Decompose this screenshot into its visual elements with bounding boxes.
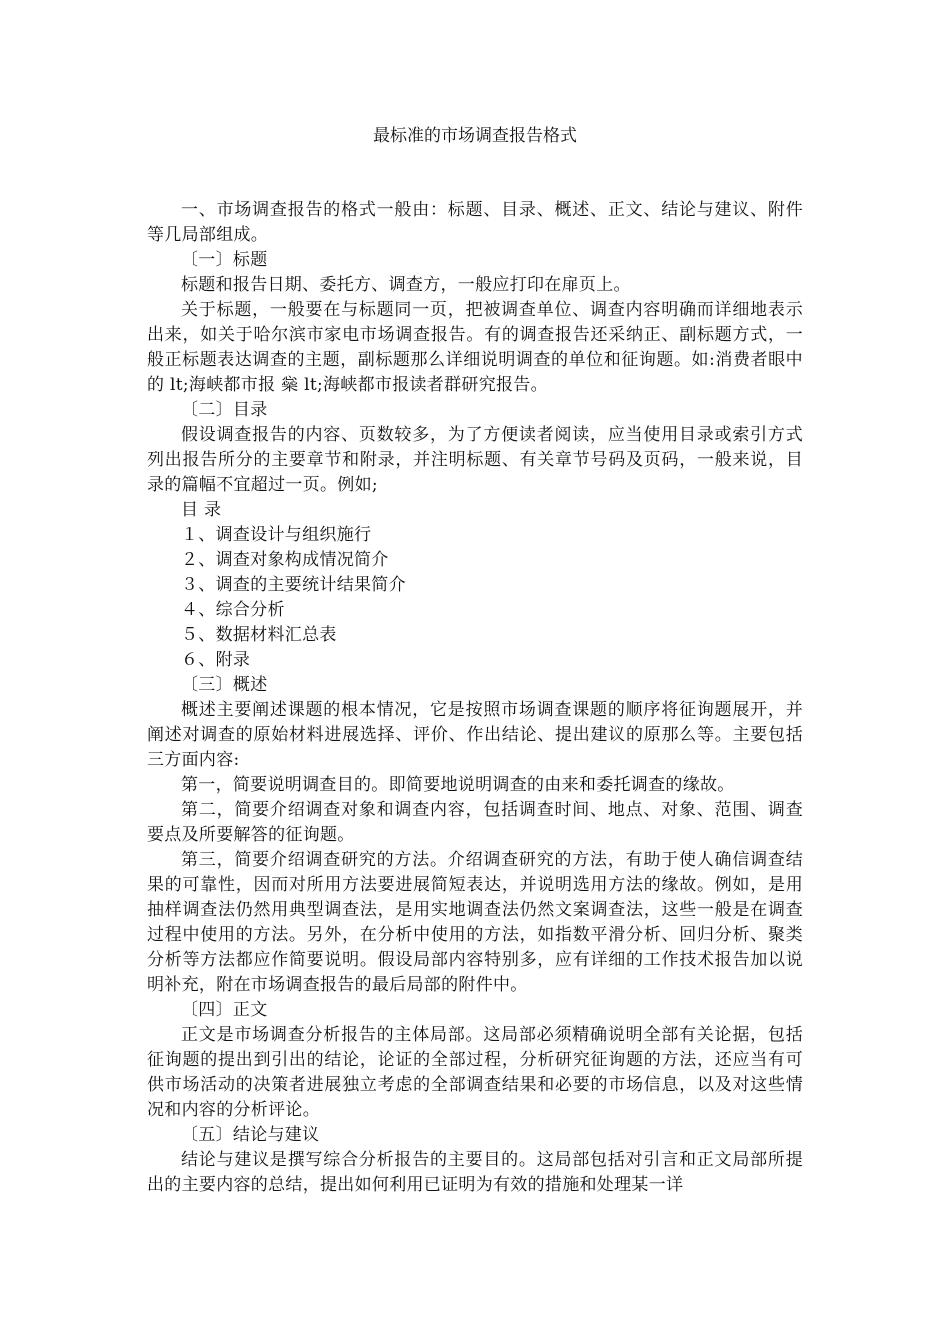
toc-heading: 目 录: [181, 500, 222, 520]
toc-item: ３、调查的主要统计结果简介: [181, 575, 406, 595]
paragraph: 结论与建议是撰写综合分析报告的主要目的。这局部包括对引言和正文局部所提出的主要内容的总结，提出如何利用已证明为有效的措施和处理某一详: [147, 1150, 803, 1195]
paragraph: 标题和报告日期、委托方、调查方，一般应打印在扉页上。: [181, 275, 631, 295]
paragraph: 第二，简要介绍调查对象和调查内容，包括调查时间、地点、对象、范围、调查要点及所要解答的征询题。: [147, 800, 803, 845]
toc-item: ４、综合分析: [181, 600, 285, 620]
section-heading-conclusion: 〔五〕结论与建议: [181, 1125, 320, 1145]
paragraph: 第一，简要说明调查目的。即简要地说明调查的由来和委托调查的缘故。: [181, 775, 735, 795]
toc-item: ５、数据材料汇总表: [181, 625, 337, 645]
section-heading-overview: 〔三〕概述: [181, 675, 268, 695]
toc-item: ６、附录: [181, 650, 251, 670]
document-body: [147, 198, 803, 1198]
toc-item: ２、调查对象构成情况简介: [181, 550, 389, 570]
section-heading-toc: 〔二〕目录: [181, 400, 268, 420]
section-heading-title: 〔一〕标题: [181, 250, 268, 270]
paragraph: 第三，简要介绍调查研究的方法。介绍调查研究的方法，有助于使人确信调查结果的可靠性，因而对所用方法要进展简短表达，并说明选用方法的缘故。例如，是用抽样调查法仍然用典型调查法，是用实地调查法仍然文案调查法，这些一般是在调查过程中使用的方法。另外，在分析中使用的方法，如指数平滑分析、回归分析、聚类分析等方法都应作简要说明。假设局部内容特别多，应有详细的工作技术报告加以说明补充，附在市场调查报告的最后局部的附件中。: [147, 850, 803, 995]
paragraph: 一、市场调查报告的格式一般由：标题、目录、概述、正文、结论与建议、附件等几局部组成。: [147, 200, 803, 245]
paragraph: 假设调查报告的内容、页数较多，为了方便读者阅读，应当使用目录或索引方式列出报告所分的主要章节和附录，并注明标题、有关章节号码及页码，一般来说，目录的篇幅不宜超过一页。例如;: [147, 425, 803, 495]
toc-item: １、调查设计与组织施行: [181, 525, 372, 545]
section-heading-body: 〔四〕正文: [181, 1000, 268, 1020]
paragraph: 正文是市场调查分析报告的主体局部。这局部必须精确说明全部有关论据，包括征询题的提出到引出的结论，论证的全部过程，分析研究征询题的方法，还应当有可供市场活动的决策者进展独立考虑的全部调查结果和必要的市场信息，以及对这些情况和内容的分析评论。: [147, 1025, 803, 1120]
paragraph: 关于标题，一般要在与标题同一页，把被调查单位、调查内容明确而详细地表示出来，如关于哈尔滨市家电市场调查报告。有的调查报告还采纳正、副标题方式，一般正标题表达调查的主题，副标题那么详细说明调查的单位和征询题。如:消费者眼中的 lt;海峡都市报 橤 lt;海峡都市报读者群研究报告。: [147, 300, 803, 395]
page-title: 最标准的市场调查报告格式: [373, 126, 577, 146]
paragraph: 概述主要阐述课题的根本情况，它是按照市场调查课题的顺序将征询题展开，并阐述对调查的原始材料进展选择、评价、作出结论、提出建议的原那么等。主要包括三方面内容:: [147, 700, 803, 770]
